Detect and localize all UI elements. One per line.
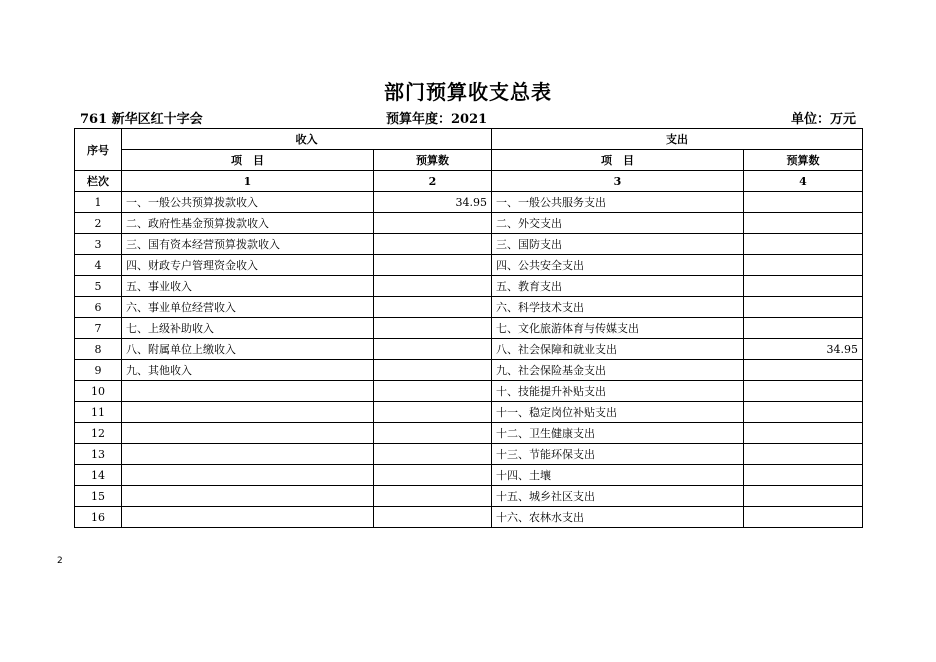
page-number: 2: [57, 556, 63, 566]
row-number-cell: 2: [75, 213, 122, 234]
seq-header: 序号: [75, 129, 122, 171]
expense-amount-cell: [744, 318, 863, 339]
row-number-cell: 16: [75, 507, 122, 528]
expense-header: 支出: [492, 129, 863, 150]
row-number-cell: 12: [75, 423, 122, 444]
expense-item-cell: 十二、卫生健康支出: [492, 423, 744, 444]
income-item-cell: [122, 423, 374, 444]
income-amount-cell: [374, 381, 492, 402]
income-header: 收入: [122, 129, 492, 150]
column-index-1: 1: [122, 171, 374, 192]
expense-amount-cell: [744, 255, 863, 276]
expense-item-cell: 二、外交支出: [492, 213, 744, 234]
income-amount-cell: [374, 423, 492, 444]
income-item-cell: 八、附属单位上缴收入: [122, 339, 374, 360]
expense-item-cell: 十五、城乡社区支出: [492, 486, 744, 507]
expense-item-cell: 七、文化旅游体育与传媒支出: [492, 318, 744, 339]
income-item-cell: [122, 465, 374, 486]
column-index-2: 2: [374, 171, 492, 192]
expense-amount-cell: [744, 486, 863, 507]
row-number-cell: 7: [75, 318, 122, 339]
column-index-3: 3: [492, 171, 744, 192]
income-amount-cell: [374, 276, 492, 297]
income-amount-cell: [374, 255, 492, 276]
expense-item-cell: 十一、稳定岗位补贴支出: [492, 402, 744, 423]
expense-amount-cell: [744, 444, 863, 465]
income-item-header: 项 目: [122, 150, 374, 171]
income-item-cell: 三、国有资本经营预算拨款收入: [122, 234, 374, 255]
table-row: [75, 381, 863, 402]
table-body: [75, 192, 863, 528]
expense-item-cell: 十四、土壤: [492, 465, 744, 486]
income-amount-cell: [374, 444, 492, 465]
row-number-cell: 10: [75, 381, 122, 402]
income-amount-header: 预算数: [374, 150, 492, 171]
unit-label: 单位：万元: [790, 112, 856, 127]
row-number-cell: 3: [75, 234, 122, 255]
expense-amount-cell: [744, 276, 863, 297]
expense-amount-header: 预算数: [744, 150, 863, 171]
expense-item-cell: 六、科学技术支出: [492, 297, 744, 318]
expense-item-cell: 八、社会保障和就业支出: [492, 339, 744, 360]
expense-amount-cell: [744, 234, 863, 255]
income-item-cell: 四、财政专户管理资金收入: [122, 255, 374, 276]
expense-item-cell: 四、公共安全支出: [492, 255, 744, 276]
row-number-cell: 5: [75, 276, 122, 297]
income-item-cell: [122, 381, 374, 402]
expense-item-cell: 九、社会保险基金支出: [492, 360, 744, 381]
expense-item-cell: 五、教育支出: [492, 276, 744, 297]
income-amount-cell: 34.95: [374, 192, 492, 213]
income-amount-cell: [374, 339, 492, 360]
table-row: [75, 318, 863, 339]
income-amount-cell: [374, 360, 492, 381]
row-number-cell: 4: [75, 255, 122, 276]
expense-item-cell: 十六、农林水支出: [492, 507, 744, 528]
expense-amount-cell: 34.95: [744, 339, 863, 360]
budget-summary-table: [74, 128, 863, 528]
row-number-cell: 8: [75, 339, 122, 360]
expense-item-header: 项 目: [492, 150, 744, 171]
income-item-cell: [122, 402, 374, 423]
row-number-cell: 15: [75, 486, 122, 507]
income-item-cell: 七、上级补助收入: [122, 318, 374, 339]
row-number-cell: 9: [75, 360, 122, 381]
expense-item-cell: 十、技能提升补贴支出: [492, 381, 744, 402]
income-item-cell: 一、一般公共预算拨款收入: [122, 192, 374, 213]
column-index-label: 栏次: [75, 171, 122, 192]
income-amount-cell: [374, 486, 492, 507]
income-amount-cell: [374, 402, 492, 423]
table-row: [75, 192, 863, 213]
income-item-cell: 五、事业收入: [122, 276, 374, 297]
income-amount-cell: [374, 507, 492, 528]
row-number-cell: 1: [75, 192, 122, 213]
expense-amount-cell: [744, 402, 863, 423]
expense-amount-cell: [744, 213, 863, 234]
income-item-cell: 六、事业单位经营收入: [122, 297, 374, 318]
expense-item-cell: 十三、节能环保支出: [492, 444, 744, 465]
table-row: [75, 444, 863, 465]
income-amount-cell: [374, 297, 492, 318]
income-item-cell: [122, 486, 374, 507]
expense-amount-cell: [744, 423, 863, 444]
income-amount-cell: [374, 234, 492, 255]
row-number-cell: 14: [75, 465, 122, 486]
row-number-cell: 11: [75, 402, 122, 423]
expense-amount-cell: [744, 297, 863, 318]
table-row: [75, 507, 863, 528]
table-row: [75, 255, 863, 276]
expense-amount-cell: [744, 360, 863, 381]
budget-year-label: 预算年度：2021: [386, 112, 488, 127]
row-number-cell: 13: [75, 444, 122, 465]
table-row: [75, 339, 863, 360]
page-title: 部门预算收支总表: [384, 80, 552, 104]
income-item-cell: 二、政府性基金预算拨款收入: [122, 213, 374, 234]
table-row: [75, 465, 863, 486]
row-number-cell: 6: [75, 297, 122, 318]
income-item-cell: [122, 507, 374, 528]
expense-amount-cell: [744, 192, 863, 213]
income-amount-cell: [374, 465, 492, 486]
table-row: [75, 486, 863, 507]
table-row: [75, 276, 863, 297]
table-row: [75, 360, 863, 381]
expense-item-cell: 三、国防支出: [492, 234, 744, 255]
table-row: [75, 297, 863, 318]
income-item-cell: 九、其他收入: [122, 360, 374, 381]
expense-amount-cell: [744, 465, 863, 486]
column-index-4: 4: [744, 171, 863, 192]
table-row: [75, 234, 863, 255]
expense-amount-cell: [744, 381, 863, 402]
expense-amount-cell: [744, 507, 863, 528]
organization-label: 761 新华区红十字会: [80, 112, 203, 127]
table-row: [75, 213, 863, 234]
table-row: [75, 423, 863, 444]
income-item-cell: [122, 444, 374, 465]
expense-item-cell: 一、一般公共服务支出: [492, 192, 744, 213]
table-row: [75, 402, 863, 423]
income-amount-cell: [374, 213, 492, 234]
income-amount-cell: [374, 318, 492, 339]
